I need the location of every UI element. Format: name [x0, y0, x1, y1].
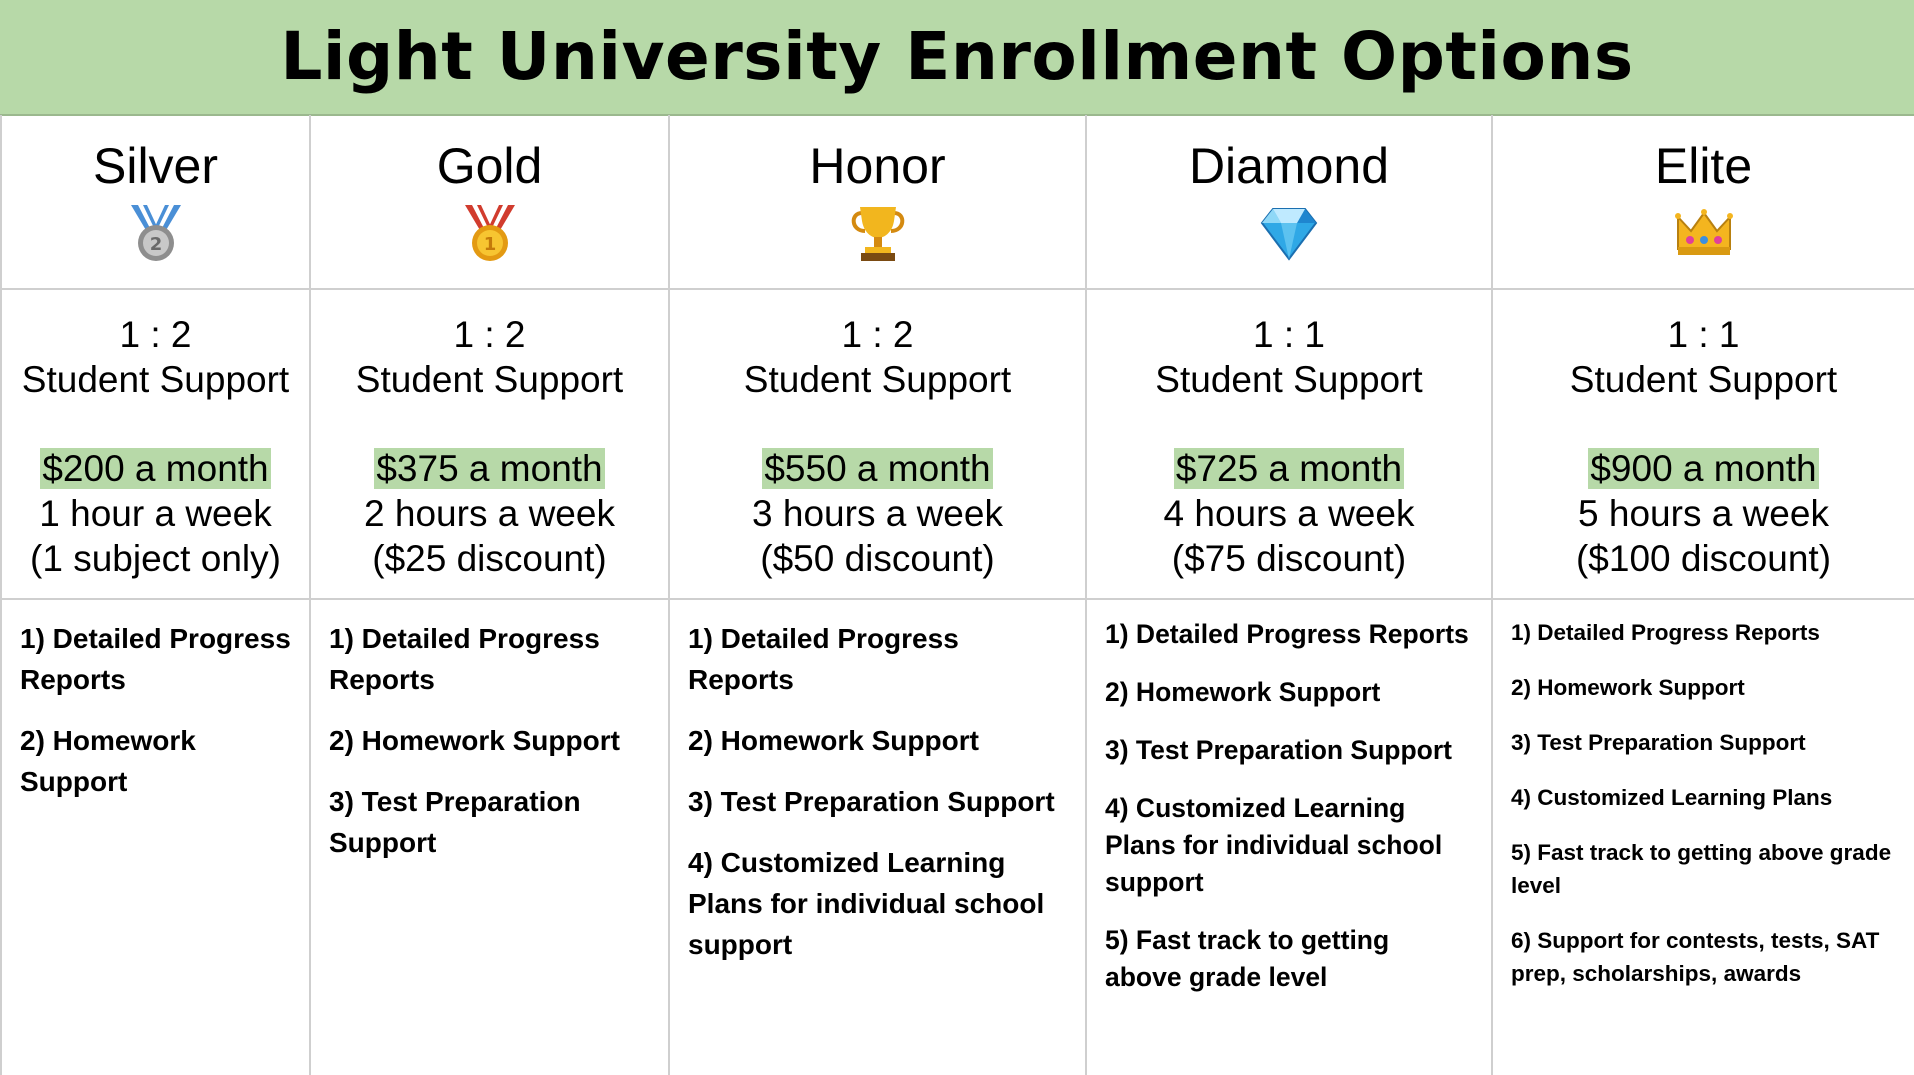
feature-item: 5) Fast track to getting above grade level — [1105, 925, 1390, 992]
feature-item: 6) Support for contests, tests, SAT prep, scholarships, awards — [1511, 928, 1880, 986]
hours: 2 hours a week — [364, 493, 615, 534]
feature-item: 5) Fast track to getting above grade level — [1511, 840, 1892, 898]
pricing-gold — [310, 289, 669, 599]
feature-list — [1493, 600, 1914, 990]
feature-item: 3) Test Preparation Support — [329, 786, 581, 858]
tier-name: Silver — [92, 138, 219, 194]
tier-comparison-table — [0, 115, 1914, 1075]
note: ($50 discount) — [760, 538, 995, 579]
support-label: Student Support — [743, 359, 1012, 400]
hours: 5 hours a week — [1578, 493, 1829, 534]
feature-list — [2, 600, 309, 802]
features-diamond — [1086, 599, 1492, 1075]
feature-item: 1) Detailed Progress Reports — [1511, 620, 1820, 645]
feature-item: 1) Detailed Progress Reports — [688, 623, 959, 695]
price: $550 a month — [764, 448, 991, 489]
support-label: Student Support — [355, 359, 624, 400]
feature-list — [311, 600, 668, 863]
hours: 4 hours a week — [1163, 493, 1415, 534]
feature-item: 2) Homework Support — [1511, 675, 1745, 700]
tier-name: Honor — [809, 138, 946, 194]
ratio: 1 : 1 — [1667, 314, 1740, 355]
feature-item: 3) Test Preparation Support — [1511, 730, 1806, 755]
feature-item: 1) Detailed Progress Reports — [329, 623, 600, 695]
crown-icon — [1674, 203, 1734, 263]
feature-item: 3) Test Preparation Support — [1105, 735, 1452, 765]
price: $900 a month — [1590, 448, 1817, 489]
feature-item: 4) Customized Learning Plans for individual school support — [1105, 793, 1443, 897]
tier-header-row — [1, 115, 1914, 289]
ratio: 1 : 1 — [1253, 314, 1325, 355]
diamond-icon — [1259, 203, 1319, 263]
title-banner — [0, 0, 1914, 116]
tier-header-silver — [1, 115, 310, 289]
price: $375 a month — [376, 448, 603, 489]
silver-medal-icon — [126, 203, 186, 263]
features-elite — [1492, 599, 1914, 1075]
pricing-silver — [1, 289, 310, 599]
svg-text:1: 1 — [483, 234, 496, 255]
pricing-diamond — [1086, 289, 1492, 599]
hours: 1 hour a week — [39, 493, 272, 534]
feature-item: 1) Detailed Progress Reports — [20, 623, 291, 695]
feature-item: 4) Customized Learning Plans for individual school support — [688, 847, 1045, 960]
features-honor — [669, 599, 1086, 1075]
features-gold — [310, 599, 669, 1075]
tier-name: Elite — [1654, 138, 1753, 194]
page-title: Light University Enrollment Options — [280, 18, 1634, 95]
ratio: 1 : 2 — [119, 314, 192, 355]
support-label: Student Support — [21, 359, 290, 400]
tier-header-elite — [1492, 115, 1914, 289]
support-label: Student Support — [1569, 359, 1838, 400]
tier-header-gold — [310, 115, 669, 289]
feature-item: 3) Test Preparation Support — [688, 786, 1055, 817]
feature-item: 2) Homework Support — [329, 725, 620, 756]
price: $725 a month — [1175, 448, 1403, 489]
hours: 3 hours a week — [752, 493, 1003, 534]
features-silver — [1, 599, 310, 1075]
tier-pricing-row — [1, 289, 1914, 599]
feature-item: 2) Homework Support — [20, 725, 196, 797]
ratio: 1 : 2 — [841, 314, 914, 355]
tier-name: Gold — [436, 138, 543, 194]
feature-list — [1087, 600, 1491, 996]
note: ($100 discount) — [1575, 538, 1832, 579]
feature-item: 2) Homework Support — [688, 725, 979, 756]
price: $200 a month — [42, 448, 269, 489]
feature-item: 1) Detailed Progress Reports — [1105, 619, 1469, 649]
tier-features-row — [1, 599, 1914, 1075]
note: (1 subject only) — [30, 538, 281, 579]
svg-text:2: 2 — [149, 234, 162, 255]
feature-item: 4) Customized Learning Plans — [1511, 785, 1833, 810]
gold-medal-icon — [460, 203, 520, 263]
feature-item: 2) Homework Support — [1105, 677, 1381, 707]
tier-header-honor — [669, 115, 1086, 289]
ratio: 1 : 2 — [453, 314, 526, 355]
trophy-icon — [848, 203, 908, 263]
support-label: Student Support — [1155, 359, 1423, 400]
feature-list — [670, 600, 1085, 965]
pricing-honor — [669, 289, 1086, 599]
pricing-elite — [1492, 289, 1914, 599]
note: ($25 discount) — [372, 538, 607, 579]
tier-name: Diamond — [1188, 138, 1390, 194]
note: ($75 discount) — [1171, 538, 1407, 579]
tier-header-diamond — [1086, 115, 1492, 289]
